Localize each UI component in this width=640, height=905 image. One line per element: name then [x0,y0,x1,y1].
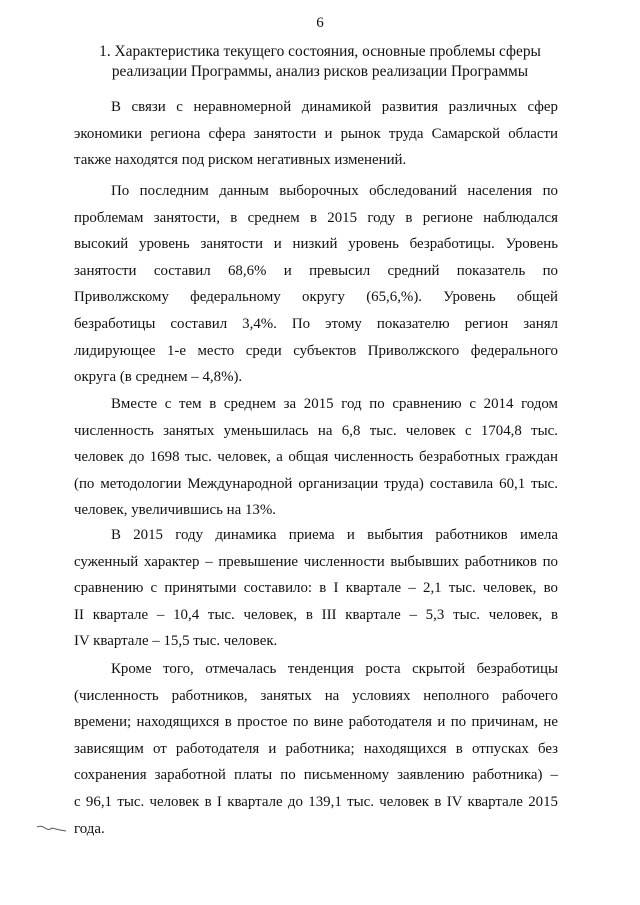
paragraph [74,94,558,174]
paragraph-line: также находятся под риском негативных изменений. [74,152,407,169]
section-heading [82,42,558,82]
paragraph-line: сохранения заработной платы по письменному заявлению работника) – [74,767,558,784]
paragraph-line: времени; находящихся в простое по вине работодателя и по причинам, не [74,714,558,731]
paragraph-line: безработицы составил 3,4%. По этому показателю регион занял [74,315,558,332]
paragraph-line: человек, увеличившись на 13%. [74,502,276,519]
paragraph [74,656,558,842]
paragraph [74,522,558,655]
paragraph-line: В связи с неравномерной динамикой развития различных сфер [111,99,558,115]
paragraph-line: проблемам занятости, в среднем в 2015 году в регионе наблюдался [74,209,558,226]
section-heading-line: реализации Программы, анализ рисков реализации Программы [111,63,529,80]
paragraph-line: округа (в среднем – 4,8%). [74,369,243,386]
paragraph-line: IV квартале – 15,5 тыс. человек. [74,633,278,650]
paragraph-line: По последним данным выборочных обследований населения по [111,183,558,199]
paragraph-line: В 2015 году динамика приема и выбытия работников имела [111,527,558,543]
paragraph-line: с 96,1 тыс. человек в I квартале до 139,1 тыс. человек в IV квартале 2015 [74,793,558,810]
paragraph-line: Приволжскому федеральному округу (65,6,%). Уровень общей [74,289,558,306]
paragraph-line: года. [74,820,105,837]
paragraph [74,391,558,524]
paragraph-line: Кроме того, отмечалась тенденция роста скрытой безработицы [111,661,558,677]
paragraph-line: суженный характер – превышение численности выбывших работников по [74,553,558,570]
paragraph [74,178,558,391]
pen-mark-icon [36,820,70,834]
paragraph-line: численность занятых уменьшилась на 6,8 тыс. человек с 1704,8 тыс. [74,422,558,439]
paragraph-line: лидирующее 1-е место среди субъектов Приволжского федерального [74,342,558,359]
paragraph-line: (по методологии Международной организации труда) составила 60,1 тыс. [74,475,558,492]
paragraph-line: II квартале – 10,4 тыс. человек, в III квартале – 5,3 тыс. человек, в [74,606,558,623]
paragraph-line: Вместе с тем в среднем за 2015 год по сравнению с 2014 годом [111,396,558,412]
paragraph-line: зависящим от работодателя и работника; находящихся в отпусках без [74,740,558,757]
paragraph-line: высокий уровень занятости и низкий уровень безработицы. Уровень [74,236,558,253]
page-number: 6 [316,15,324,31]
paragraph-line: (численность работников, занятых на условиях неполного рабочего [74,687,558,704]
paragraph-line: занятости составил 68,6% и превысил средний показатель по [74,262,558,279]
paragraph-line: человек до 1698 тыс. человек, а общая численность безработных граждан [74,449,558,466]
paragraph-line: сравнению с принятыми составило: в I квартале – 2,1 тыс. человек, во [74,580,558,597]
paragraph-line: экономики региона сфера занятости и рынок труда Самарской области [74,125,558,142]
section-heading-line: 1. Характеристика текущего состояния, основные проблемы сферы [99,43,541,60]
